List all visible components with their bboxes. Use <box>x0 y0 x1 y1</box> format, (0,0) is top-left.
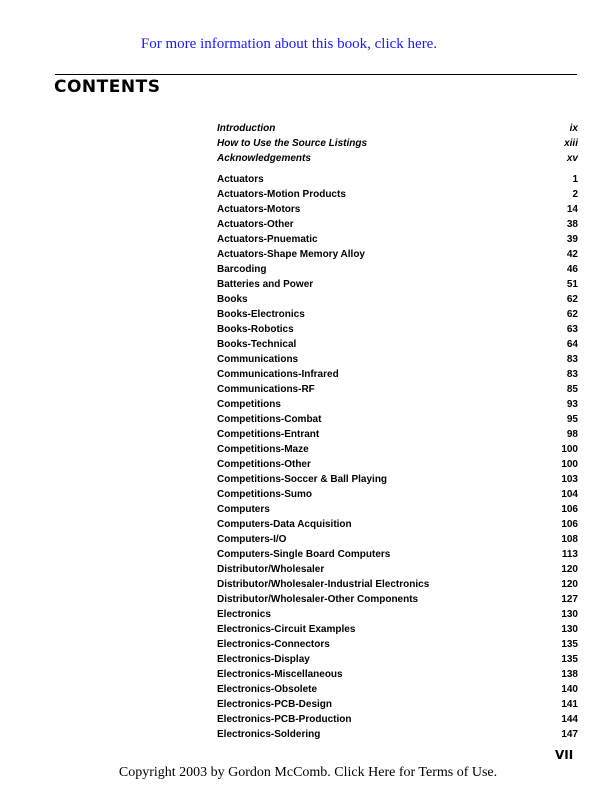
toc-entry-label: Electronics-Miscellaneous <box>217 669 343 680</box>
toc-entry-label: Electronics-Circuit Examples <box>217 624 356 635</box>
toc-entry-label: Actuators-Motion Products <box>217 189 346 200</box>
front-matter-list <box>217 121 579 166</box>
toc-entry[interactable] <box>217 457 579 472</box>
toc-entry-label: Electronics-PCB-Design <box>217 699 333 710</box>
toc-entry[interactable] <box>217 307 579 322</box>
toc-entry-page: 140 <box>561 684 578 695</box>
toc-entry-page: 62 <box>566 309 578 320</box>
toc-entry-label: Electronics-Soldering <box>217 729 321 740</box>
toc-entry[interactable] <box>217 517 579 532</box>
toc-entry-page: 141 <box>561 699 578 710</box>
toc-entry[interactable] <box>217 202 579 217</box>
toc-entry-page: 108 <box>561 534 578 545</box>
toc-entry-page: xv <box>566 153 578 164</box>
toc-entry-page: 130 <box>561 609 578 620</box>
toc-entry-page: 135 <box>561 639 578 650</box>
toc-entry-page: 147 <box>561 729 578 740</box>
toc-entry[interactable] <box>217 397 579 412</box>
toc-entry-label: Competitions <box>217 399 281 410</box>
toc-entry[interactable] <box>217 151 579 166</box>
toc-entry-label: Actuators-Shape Memory Alloy <box>217 249 365 260</box>
toc-entry[interactable] <box>217 352 579 367</box>
toc-entry-label: Books-Electronics <box>217 309 305 320</box>
toc-entry-label: Communications-RF <box>217 384 315 395</box>
toc-entry[interactable] <box>217 652 579 667</box>
toc-entry-label: Computers-Data Acquisition <box>217 519 352 530</box>
toc-entry-label: Electronics-Display <box>217 654 310 665</box>
toc-entry-label: Computers <box>217 504 270 515</box>
toc-entry-page: 38 <box>566 219 578 230</box>
heading-rule <box>55 74 577 75</box>
toc-entry-page: 63 <box>566 324 578 335</box>
toc-entry-page: 95 <box>566 414 578 425</box>
toc-entry-page: 51 <box>566 279 578 290</box>
toc-entry[interactable] <box>217 217 579 232</box>
toc-entry[interactable] <box>217 337 579 352</box>
toc-entry-page: 106 <box>561 504 578 515</box>
toc-entry-page: 138 <box>561 669 578 680</box>
toc-entry-page: 98 <box>566 429 578 440</box>
toc-entry-page: 14 <box>566 204 578 215</box>
table-of-contents <box>217 121 579 742</box>
toc-entry[interactable] <box>217 367 579 382</box>
toc-entry-label: Competitions-Soccer & Ball Playing <box>217 474 388 485</box>
toc-entry-label: Books <box>217 294 248 305</box>
toc-entry-page: 104 <box>561 489 578 500</box>
book-info-link[interactable]: For more information about this book, click here. <box>140 36 438 52</box>
toc-entry-page: 42 <box>566 249 578 260</box>
toc-entry-label: Electronics-PCB-Production <box>217 714 352 725</box>
toc-entry-label: Barcoding <box>217 264 267 275</box>
toc-entry-page: 135 <box>561 654 578 665</box>
toc-entry[interactable] <box>217 727 579 742</box>
toc-entry[interactable] <box>217 382 579 397</box>
toc-entry-label: Acknowledgements <box>217 153 311 164</box>
toc-entry[interactable] <box>217 637 579 652</box>
toc-entry-label: Competitions-Entrant <box>217 429 320 440</box>
toc-entry-page: 144 <box>561 714 578 725</box>
toc-entry[interactable] <box>217 592 579 607</box>
toc-entry-label: Electronics-Connectors <box>217 639 330 650</box>
toc-entry[interactable] <box>217 232 579 247</box>
toc-entry-page: 113 <box>561 549 578 560</box>
toc-entry[interactable] <box>217 547 579 562</box>
toc-entry-label: Books-Technical <box>217 339 297 350</box>
toc-entry-label: Distributor/Wholesaler <box>217 564 325 575</box>
toc-entry-page: 103 <box>561 474 578 485</box>
toc-entry-label: Books-Robotics <box>217 324 294 335</box>
toc-entry-label: Introduction <box>217 123 276 134</box>
toc-entry-label: Communications <box>217 354 299 365</box>
toc-entry-label: Actuators-Motors <box>217 204 301 215</box>
toc-entry-page: 62 <box>566 294 578 305</box>
toc-entry-label: Electronics-Obsolete <box>217 684 318 695</box>
toc-entry[interactable] <box>217 247 579 262</box>
toc-entry[interactable] <box>217 262 579 277</box>
toc-entry[interactable] <box>217 322 579 337</box>
toc-entry-label: Competitions-Combat <box>217 414 322 425</box>
toc-entry-page: 127 <box>561 594 578 605</box>
toc-entry[interactable] <box>217 136 579 151</box>
toc-entry-page: xiii <box>564 138 578 149</box>
toc-entry[interactable] <box>217 577 579 592</box>
toc-entry[interactable] <box>217 532 579 547</box>
toc-entry-page: 46 <box>566 264 578 275</box>
terms-of-use-link[interactable]: Copyright 2003 by Gordon McComb. Click Here for Terms of Use. <box>118 765 498 780</box>
toc-entry[interactable] <box>217 622 579 637</box>
toc-entry-page: 106 <box>561 519 578 530</box>
toc-entry[interactable] <box>217 172 579 187</box>
toc-entry-label: Distributor/Wholesaler-Industrial Electronics <box>217 579 430 590</box>
toc-entry-page: 1 <box>572 174 578 185</box>
toc-entry[interactable] <box>217 487 579 502</box>
toc-entry[interactable] <box>217 697 579 712</box>
toc-entry-label: Computers-Single Board Computers <box>217 549 391 560</box>
toc-entry-page: 130 <box>561 624 578 635</box>
toc-entry[interactable] <box>217 562 579 577</box>
toc-entry-page: 39 <box>566 234 578 245</box>
toc-entry[interactable] <box>217 712 579 727</box>
toc-entry-page: 64 <box>566 339 578 350</box>
toc-entry-page: 83 <box>566 369 578 380</box>
toc-entry[interactable] <box>217 292 579 307</box>
toc-entry[interactable] <box>217 427 579 442</box>
toc-entry-label: Competitions-Other <box>217 459 311 470</box>
toc-entry[interactable] <box>217 442 579 457</box>
toc-entry-page: 93 <box>566 399 578 410</box>
toc-entry-page: 100 <box>561 459 578 470</box>
toc-entry-label: Actuators-Other <box>217 219 294 230</box>
toc-entry-label: Distributor/Wholesaler-Other Components <box>217 594 419 605</box>
chapter-list <box>217 172 579 742</box>
toc-entry[interactable] <box>217 277 579 292</box>
toc-entry-label: Actuators <box>217 174 264 185</box>
page-title: CONTENTS <box>54 77 161 97</box>
toc-entry-label: How to Use the Source Listings <box>217 138 368 149</box>
toc-entry-label: Competitions-Sumo <box>217 489 312 500</box>
toc-entry-label: Computers-I/O <box>217 534 287 545</box>
toc-entry[interactable] <box>217 502 579 517</box>
toc-entry[interactable] <box>217 472 579 487</box>
toc-entry-page: 120 <box>561 579 578 590</box>
toc-entry[interactable] <box>217 121 579 136</box>
toc-entry-label: Communications-Infrared <box>217 369 339 380</box>
toc-entry-page: 83 <box>566 354 578 365</box>
toc-entry-page: ix <box>569 123 578 134</box>
toc-entry-label: Electronics <box>217 609 271 620</box>
toc-entry-page: 120 <box>561 564 578 575</box>
toc-entry[interactable] <box>217 412 579 427</box>
toc-entry-page: 85 <box>566 384 578 395</box>
toc-entry-label: Competitions-Maze <box>217 444 309 455</box>
toc-entry-label: Actuators-Pnuematic <box>217 234 318 245</box>
toc-entry[interactable] <box>217 187 579 202</box>
toc-entry[interactable] <box>217 667 579 682</box>
toc-entry-page: 2 <box>572 189 578 200</box>
toc-entry-label: Batteries and Power <box>217 279 314 290</box>
toc-entry[interactable] <box>217 607 579 622</box>
toc-entry[interactable] <box>217 682 579 697</box>
toc-entry-page: 100 <box>561 444 578 455</box>
page-number: VII <box>555 748 574 762</box>
